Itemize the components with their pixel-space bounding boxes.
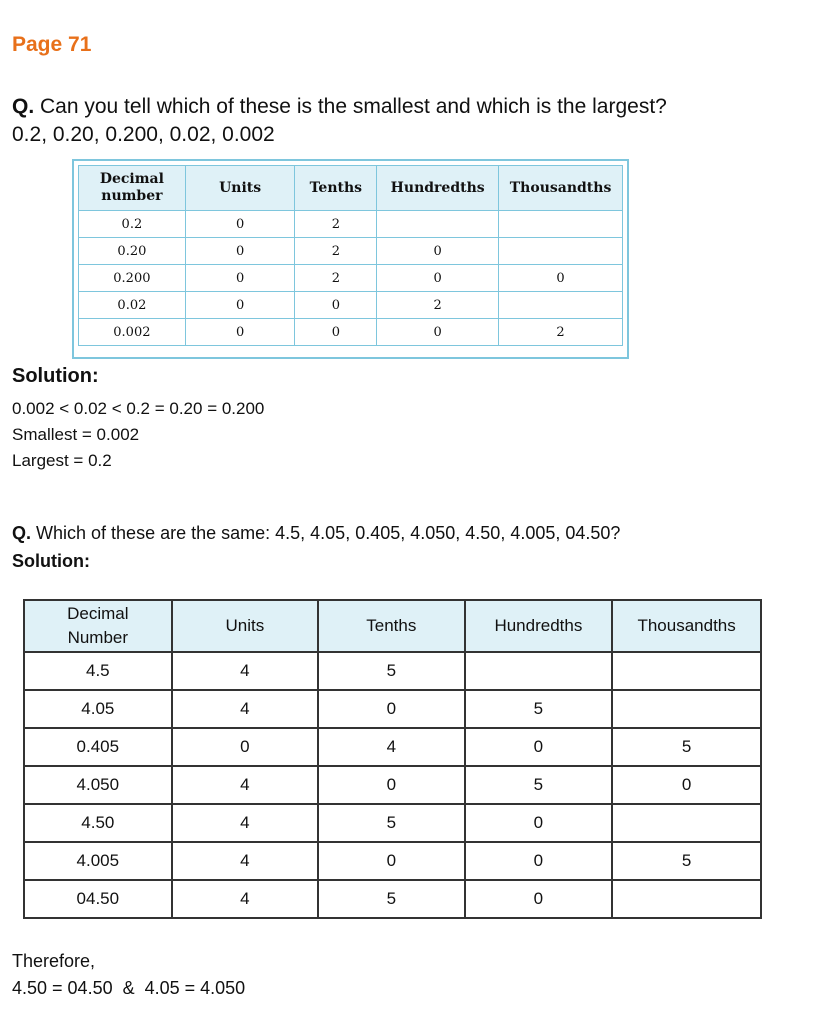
table-cell: 5	[612, 728, 761, 766]
table-cell: 4	[172, 804, 318, 842]
table-cell: 2	[295, 211, 377, 238]
table-row	[24, 728, 761, 766]
table-cell: 0	[465, 804, 613, 842]
table-cell: 0.405	[24, 728, 172, 766]
table-cell: 2	[295, 265, 377, 292]
table-cell	[377, 211, 499, 238]
table-cell	[499, 292, 623, 319]
question-2-text: Which of these are the same: 4.5, 4.05, 0.405, 4.050, 4.50, 4.005, 04.50?	[31, 523, 621, 543]
table-row	[79, 319, 623, 346]
table-cell: 5	[612, 842, 761, 880]
place-value-table-1	[78, 165, 623, 346]
table-cell: 0.002	[79, 319, 186, 346]
table-cell: 2	[295, 238, 377, 265]
table-cell: 04.50	[24, 880, 172, 918]
table-cell: 5	[318, 652, 464, 690]
header-thousandths: Thousandths	[499, 166, 623, 211]
table-row	[24, 766, 761, 804]
header-tenths: Tenths	[295, 166, 377, 211]
table-cell	[612, 804, 761, 842]
table-cell: 0	[318, 766, 464, 804]
table-cell: 4.005	[24, 842, 172, 880]
table-cell	[612, 690, 761, 728]
header-decimal-number: Decimal Number	[24, 600, 172, 652]
table-row	[79, 265, 623, 292]
header-units: Units	[185, 166, 295, 211]
header-thousandths: Thousandths	[612, 600, 761, 652]
table-row	[79, 238, 623, 265]
table-cell: 0	[185, 292, 295, 319]
page-title: Page 71	[12, 33, 92, 56]
question-1-numbers: 0.2, 0.20, 0.200, 0.02, 0.002	[12, 123, 275, 146]
table-cell: 0.200	[79, 265, 186, 292]
header-tenths: Tenths	[318, 600, 464, 652]
table-cell	[465, 652, 613, 690]
table-cell: 4	[172, 842, 318, 880]
table-cell: 0	[465, 842, 613, 880]
table-cell: 4	[172, 880, 318, 918]
table-header-row	[79, 166, 623, 211]
table-cell: 0.20	[79, 238, 186, 265]
table-cell: 0.02	[79, 292, 186, 319]
question-1	[12, 92, 667, 122]
table-cell: 0	[185, 238, 295, 265]
table-cell: 5	[318, 880, 464, 918]
table-cell: 0	[318, 842, 464, 880]
solution-1-heading: Solution:	[12, 365, 99, 387]
table-cell: 0	[465, 728, 613, 766]
solution-2-heading: Solution:	[12, 551, 90, 571]
table-cell: 5	[318, 804, 464, 842]
table-1-frame	[72, 159, 629, 359]
header-decimal-number: Decimal number	[79, 166, 186, 211]
table-cell: 4.050	[24, 766, 172, 804]
table-cell: 0	[612, 766, 761, 804]
header-hundredths: Hundredths	[465, 600, 613, 652]
conclusion-text: 4.50 = 04.50 & 4.05 = 4.050	[12, 978, 246, 998]
table-cell: 0	[377, 319, 499, 346]
table-row	[79, 211, 623, 238]
table-row	[24, 880, 761, 918]
question-1-text: Can you tell which of these is the smallest and which is the largest?	[34, 95, 667, 118]
table-cell: 0	[465, 880, 613, 918]
conclusion	[12, 948, 245, 1002]
solution-1-largest: Largest = 0.2	[12, 451, 112, 470]
table-cell: 5	[465, 766, 613, 804]
table-row	[24, 804, 761, 842]
table-cell	[499, 211, 623, 238]
table-row	[24, 842, 761, 880]
table-cell: 2	[377, 292, 499, 319]
table-header-row	[24, 600, 761, 652]
table-cell: 4.50	[24, 804, 172, 842]
table-cell: 0	[499, 265, 623, 292]
table-cell: 4	[318, 728, 464, 766]
table-cell: 0	[172, 728, 318, 766]
solution-1-smallest: Smallest = 0.002	[12, 425, 140, 444]
question-2	[12, 523, 620, 544]
table-row	[79, 292, 623, 319]
table-cell: 0	[377, 238, 499, 265]
conclusion-label: Therefore,	[12, 951, 96, 971]
header-units: Units	[172, 600, 318, 652]
table-row	[24, 690, 761, 728]
table-cell: 4	[172, 690, 318, 728]
table-cell: 4.5	[24, 652, 172, 690]
table-cell: 0	[185, 319, 295, 346]
question-1-prefix: Q.	[12, 95, 35, 118]
solution-1-body	[12, 396, 264, 474]
solution-1-comparison: 0.002 < 0.02 < 0.2 = 0.20 = 0.200	[12, 399, 265, 418]
table-cell: 0	[377, 265, 499, 292]
table-cell: 0	[185, 211, 295, 238]
table-cell	[612, 880, 761, 918]
table-cell: 0	[185, 265, 295, 292]
table-cell: 0	[295, 319, 377, 346]
question-2-prefix: Q.	[12, 523, 32, 543]
table-cell: 0.2	[79, 211, 186, 238]
table-cell	[612, 652, 761, 690]
header-hundredths: Hundredths	[377, 166, 499, 211]
table-cell: 5	[465, 690, 613, 728]
place-value-table-2	[23, 599, 762, 919]
table-cell	[499, 238, 623, 265]
table-cell: 4	[172, 652, 318, 690]
table-cell: 4	[172, 766, 318, 804]
table-cell: 2	[499, 319, 623, 346]
table-cell: 0	[295, 292, 377, 319]
table-cell: 4.05	[24, 690, 172, 728]
table-row	[24, 652, 761, 690]
table-cell: 0	[318, 690, 464, 728]
